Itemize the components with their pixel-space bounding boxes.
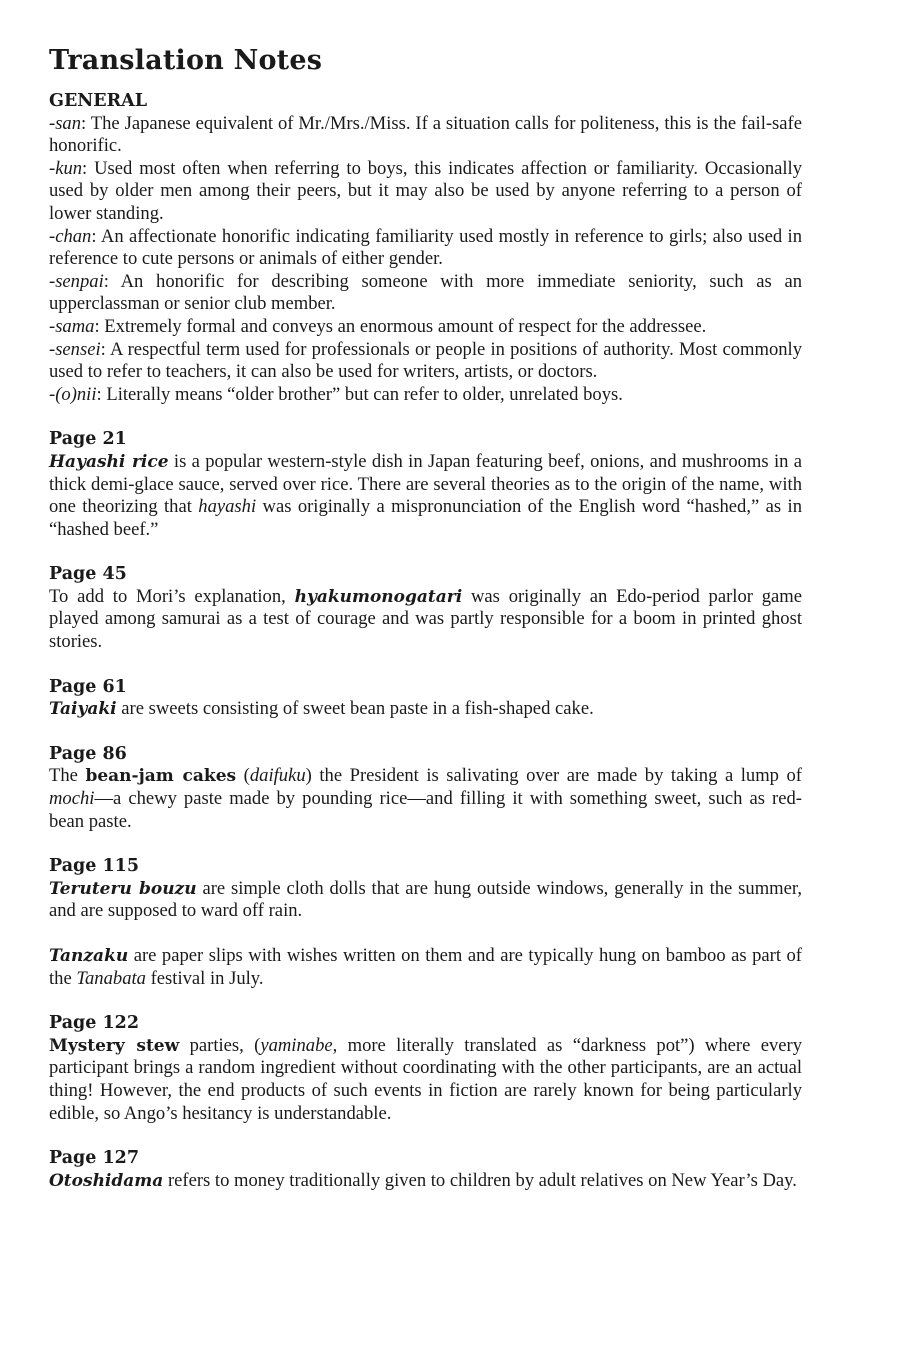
page-21-heading: Page 21 xyxy=(49,429,127,450)
note-text: The xyxy=(49,765,86,787)
entry-sama xyxy=(49,316,802,339)
italic-word: mochi xyxy=(49,788,95,810)
note-text: ( xyxy=(236,765,250,787)
entry-onii xyxy=(49,384,802,407)
note-text: was originally an Edo-period parlor game played among samurai as a test of courage and was partly responsible for a boom in printed ghost stories. xyxy=(49,585,802,653)
page-86-heading: Page 86 xyxy=(49,743,127,764)
term: -sama xyxy=(49,315,95,337)
term: Mystery stew xyxy=(49,1035,180,1056)
page-title: Translation Notes xyxy=(49,45,323,76)
page-86-note xyxy=(49,765,802,833)
page-61-heading: Page 61 xyxy=(49,676,127,697)
page-122-note xyxy=(49,1035,802,1125)
entry-kun xyxy=(49,158,802,226)
page-45-note xyxy=(49,586,802,654)
note-text: is a popular western-style dish in Japan featuring beef, onions, and mushrooms in a thick demi-glace sauce, served over rice. There are several theories as to the origin of the name, with one theorizing that xyxy=(49,450,803,518)
page-61-note xyxy=(49,698,802,721)
note-text: are sweets consisting of sweet bean paste in a fish-shaped cake. xyxy=(116,698,594,720)
term: (o)nii xyxy=(55,383,97,405)
definition: : Used most often when referring to boys, this indicates affection or familiarity. Occasionally used by older men among their peers, but it may also be used by anyone referring to a person of lower standing. xyxy=(49,157,802,224)
term-prefix: - xyxy=(49,383,56,405)
term: hyakumonogatari xyxy=(294,586,463,607)
italic-word: yaminabe xyxy=(260,1034,333,1056)
definition: : An honorific for describing someone with more immediate seniority, such as an upperclassman or senior club member. xyxy=(49,270,802,315)
note-text: are simple cloth dolls that are hung outside windows, generally in the summer, and are supposed to ward off rain. xyxy=(49,877,802,922)
term: bean-jam cakes xyxy=(85,766,237,787)
note-text: refers to money traditionally given to children by adult relatives on New Year’s Day. xyxy=(163,1169,797,1191)
page-127-heading: Page 127 xyxy=(49,1148,140,1169)
page-115-note-1 xyxy=(49,878,802,923)
term: Tanzaku xyxy=(49,946,129,966)
term: -chan xyxy=(49,225,92,247)
definition: : A respectful term used for professionals or people in positions of authority. Most commonly used to refer to teachers, it can also be used for writers, artists, or doctors. xyxy=(49,338,802,383)
entry-sensei xyxy=(49,339,802,384)
page-122-heading: Page 122 xyxy=(49,1013,140,1034)
page-115-heading: Page 115 xyxy=(49,856,140,877)
page-115-note-2 xyxy=(49,945,802,990)
term: Otoshidama xyxy=(49,1170,164,1191)
definition: : Extremely formal and conveys an enormous amount of respect for the addressee. xyxy=(94,315,707,337)
note-text: To add to Mori’s explanation, xyxy=(49,585,295,607)
term: Taiyaki xyxy=(49,699,117,720)
italic-word: hayashi xyxy=(198,496,257,518)
note-text: , more literally translated as “darkness pot”) where every participant brings a random ingredient without coordinating with the other participants, are an actual thing! However, the end products of such events in fiction are rarely known for being particularly edible, so Ango’s hesitancy is understandable. xyxy=(49,1034,802,1124)
definition: : An affectionate honorific indicating familiarity used mostly in reference to girls; also used in reference to cute persons or animals of either gender. xyxy=(49,225,802,270)
note-text: are paper slips with wishes written on them and are typically hung on bamboo as part of the xyxy=(49,945,802,989)
term: Teruteru bouzu xyxy=(49,878,197,899)
note-text: ) the President is salivating over are made by taking a lump of xyxy=(305,765,802,787)
definition: : Literally means “older brother” but can refer to older, unrelated boys. xyxy=(96,383,623,405)
note-text: parties, ( xyxy=(179,1034,261,1056)
term: -kun xyxy=(49,157,83,179)
definition: : The Japanese equivalent of Mr./Mrs./Miss. If a situation calls for politeness, this is the fail-safe honorific. xyxy=(49,112,802,157)
note-text: —a chewy paste made by pounding rice—and filling it with something sweet, such as red-bean paste. xyxy=(49,788,802,832)
entry-senpai xyxy=(49,271,802,316)
entry-san xyxy=(49,113,802,158)
page-127-note xyxy=(49,1170,802,1193)
italic-word: daifuku xyxy=(249,765,306,787)
term: -sensei xyxy=(49,338,101,360)
note-text: festival in July. xyxy=(145,967,264,989)
entry-chan xyxy=(49,226,802,271)
general-entries xyxy=(49,113,802,407)
term: -san xyxy=(49,112,82,134)
general-heading: GENERAL xyxy=(49,91,148,111)
page-45-heading: Page 45 xyxy=(49,564,127,585)
page-21-note xyxy=(49,451,802,541)
term: Hayashi rice xyxy=(49,451,169,472)
term: -senpai xyxy=(49,270,104,292)
italic-word: Tanabata xyxy=(76,967,146,989)
note-text: was originally a mispronunciation of the English word “hashed,” as in “hashed beef.” xyxy=(49,496,802,540)
